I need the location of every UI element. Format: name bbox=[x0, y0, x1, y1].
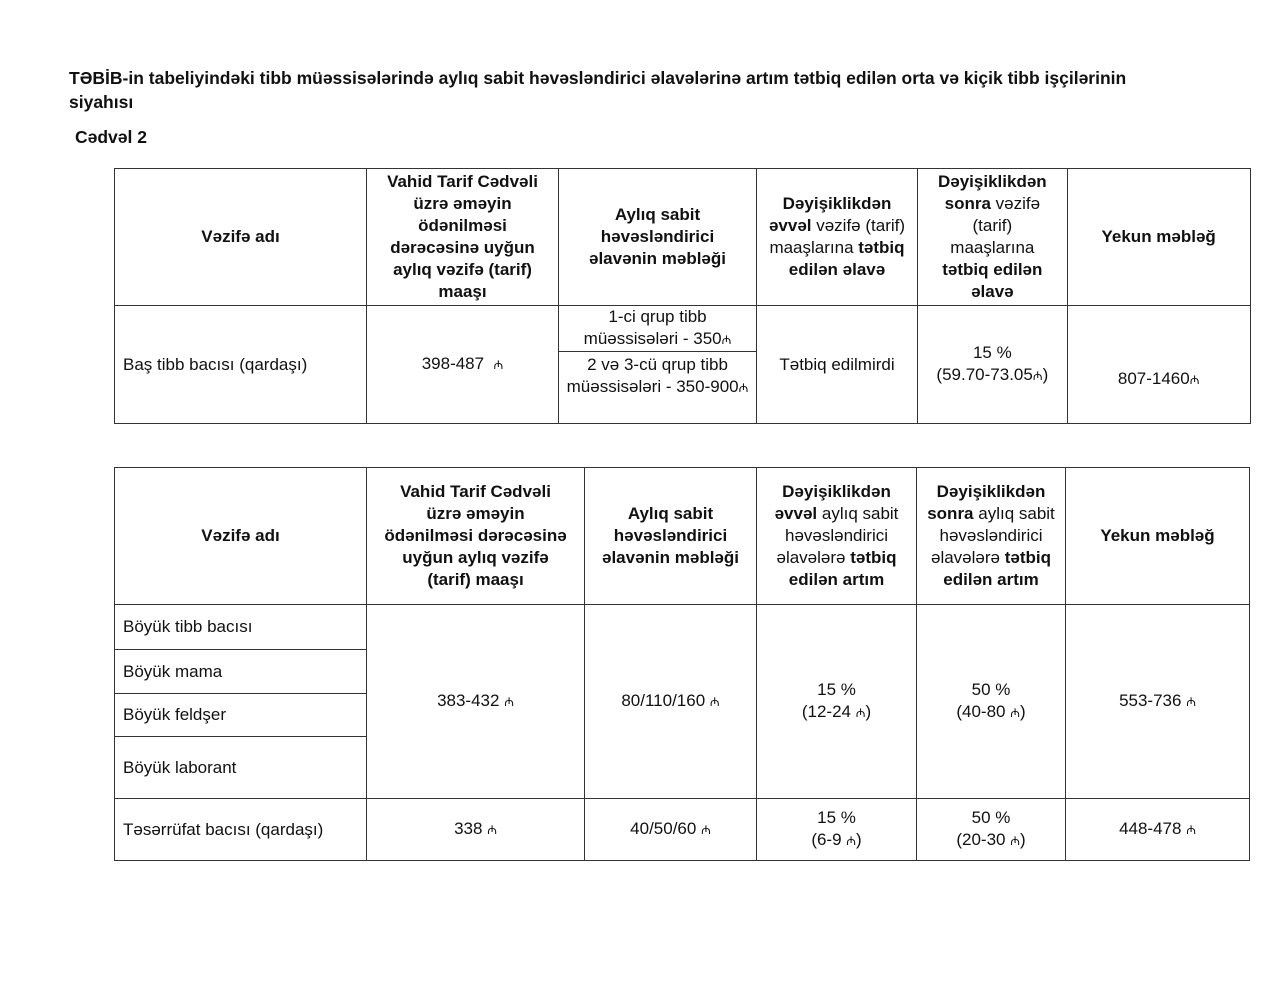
table-header-row bbox=[115, 468, 1250, 605]
table-header-row bbox=[115, 169, 1251, 306]
manat-icon: ₼ bbox=[1010, 706, 1020, 720]
cell-total: 448-478 ₼ bbox=[1066, 799, 1250, 861]
cell-after: 50 % (20-30 ₼) bbox=[917, 799, 1066, 861]
manat-icon: ₼ bbox=[855, 706, 866, 720]
manat-icon: ₼ bbox=[493, 358, 504, 372]
header-after: Dəyişiklikdən sonra vəzifə (tarif) maaşlarına tətbiq edilən əlavə bbox=[918, 169, 1068, 306]
header-bonus: Aylıq sabit həvəsləndirici əlavənin məbləği bbox=[559, 169, 757, 306]
manat-icon: ₼ bbox=[721, 333, 732, 347]
header-position: Vəzifə adı bbox=[115, 169, 367, 306]
cell-position: Böyük laborant bbox=[115, 737, 367, 799]
table-row bbox=[115, 306, 1251, 352]
cell-before: 15 % (6-9 ₼) bbox=[757, 799, 917, 861]
salary-table-1 bbox=[114, 168, 1251, 424]
cell-bonus: 80/110/160 ₼ bbox=[585, 605, 757, 799]
document-title: TƏBİB-in tabeliyindəki tibb müəssisələrində aylıq sabit həvəsləndirici əlavələrinə artım tətbiq edilən orta və kiçik tibb işçilərinin siyahısı bbox=[69, 68, 1127, 112]
header-tariff: Vahid Tarif Cədvəli üzrə əməyin ödənilməsi dərəcəsinə uyğun aylıq vəzifə (tarif) maaşı bbox=[367, 169, 559, 306]
manat-icon: ₼ bbox=[1186, 695, 1196, 709]
header-after: Dəyişiklikdən sonra aylıq sabit həvəsləndirici əlavələrə tətbiq edilən artım bbox=[917, 468, 1066, 605]
table-row bbox=[115, 799, 1250, 861]
table-row bbox=[115, 605, 1250, 650]
table-caption: Cədvəl 2 bbox=[75, 127, 147, 147]
header-position: Vəzifə adı bbox=[115, 468, 367, 605]
manat-icon: ₼ bbox=[701, 823, 711, 837]
cell-after: 15 % (59.70-73.05₼) bbox=[918, 306, 1068, 424]
cell-after: 50 % (40-80 ₼) bbox=[917, 605, 1066, 799]
cell-position: Böyük tibb bacısı bbox=[115, 605, 367, 650]
manat-icon: ₼ bbox=[846, 834, 857, 848]
cell-bonus-group1: 1-ci qrup tibb müəssisələri - 350₼ bbox=[559, 306, 757, 352]
header-before: Dəyişiklikdən əvvəl vəzifə (tarif) maaşlarına tətbiq edilən əlavə bbox=[757, 169, 918, 306]
cell-tariff: 338 ₼ bbox=[367, 799, 585, 861]
header-before: Dəyişiklikdən əvvəl aylıq sabit həvəsləndirici əlavələrə tətbiq edilən artım bbox=[757, 468, 917, 605]
cell-tariff: 383-432 ₼ bbox=[367, 605, 585, 799]
manat-icon: ₼ bbox=[1189, 373, 1200, 387]
manat-icon: ₼ bbox=[1186, 823, 1196, 837]
manat-icon: ₼ bbox=[709, 695, 720, 709]
header-total: Yekun məbləğ bbox=[1066, 468, 1250, 605]
cell-total: 553-736 ₼ bbox=[1066, 605, 1250, 799]
manat-icon: ₼ bbox=[1010, 834, 1020, 848]
header-tariff: Vahid Tarif Cədvəli üzrə əməyin ödənilməsi dərəcəsinə uyğun aylıq vəzifə (tarif) maaşı bbox=[367, 468, 585, 605]
manat-icon: ₼ bbox=[738, 381, 749, 395]
header-bonus: Aylıq sabit həvəsləndirici əlavənin məbləği bbox=[585, 468, 757, 605]
cell-position: Təsərrüfat bacısı (qardaşı) bbox=[115, 799, 367, 861]
cell-position: Baş tibb bacısı (qardaşı) bbox=[115, 306, 367, 424]
manat-icon: ₼ bbox=[1032, 369, 1043, 383]
header-total: Yekun məbləğ bbox=[1067, 169, 1250, 306]
cell-bonus: 40/50/60 ₼ bbox=[585, 799, 757, 861]
cell-tariff: 398-487 ₼ bbox=[367, 306, 559, 424]
cell-position: Böyük feldşer bbox=[115, 694, 367, 737]
cell-before: Tətbiq edilmirdi bbox=[757, 306, 918, 424]
salary-table-2 bbox=[114, 467, 1250, 861]
cell-bonus-group2: 2 və 3-cü qrup tibb müəssisələri - 350-900₼ bbox=[559, 352, 757, 424]
manat-icon: ₼ bbox=[504, 695, 514, 709]
cell-total: 807-1460₼ bbox=[1067, 306, 1250, 424]
manat-icon: ₼ bbox=[487, 823, 497, 837]
cell-position: Böyük mama bbox=[115, 650, 367, 694]
cell-before: 15 % (12-24 ₼) bbox=[757, 605, 917, 799]
